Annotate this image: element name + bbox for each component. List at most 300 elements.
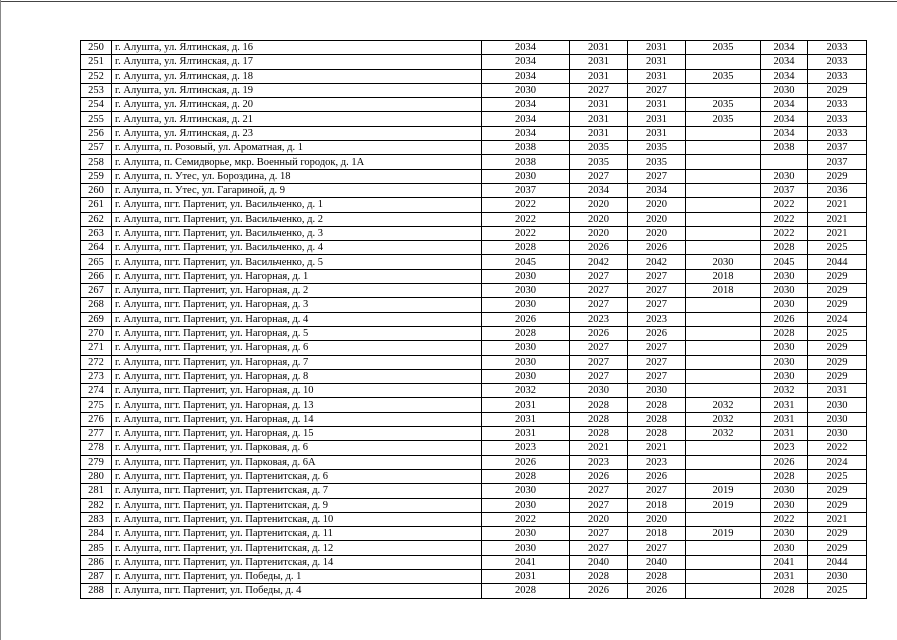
year-cell	[686, 555, 761, 569]
table-row	[81, 83, 867, 97]
row-number-cell: 255	[81, 112, 112, 126]
address-cell: г. Алушта, пгт. Партенит, ул. Партенитская, д. 9	[112, 498, 482, 512]
year-cell: 2030	[482, 498, 570, 512]
address-cell: г. Алушта, пгт. Партенит, ул. Партенитская, д. 14	[112, 555, 482, 569]
row-number-cell: 269	[81, 312, 112, 326]
table-row	[81, 155, 867, 169]
year-cell: 2033	[808, 69, 867, 83]
row-number-cell: 263	[81, 226, 112, 240]
year-cell: 2027	[570, 284, 628, 298]
row-number-cell: 277	[81, 427, 112, 441]
row-number-cell: 286	[81, 555, 112, 569]
table-row	[81, 41, 867, 55]
row-number-cell: 266	[81, 269, 112, 283]
year-cell: 2030	[808, 569, 867, 583]
row-number-cell: 262	[81, 212, 112, 226]
year-cell: 2022	[761, 212, 808, 226]
year-cell: 2026	[761, 455, 808, 469]
year-cell: 2034	[761, 55, 808, 69]
year-cell: 2029	[808, 527, 867, 541]
page-top-border	[0, 1, 897, 2]
year-cell: 2030	[482, 284, 570, 298]
year-cell: 2032	[761, 384, 808, 398]
table-row	[81, 341, 867, 355]
table-row	[81, 527, 867, 541]
year-cell: 2035	[686, 69, 761, 83]
address-cell: г. Алушта, пгт. Партенит, ул. Нагорная, д. 3	[112, 298, 482, 312]
table-row	[81, 498, 867, 512]
year-cell: 2045	[761, 255, 808, 269]
year-cell: 2030	[482, 341, 570, 355]
year-cell: 2029	[808, 355, 867, 369]
year-cell: 2029	[808, 169, 867, 183]
address-cell: г. Алушта, пгт. Партенит, ул. Нагорная, д. 10	[112, 384, 482, 398]
address-cell: г. Алушта, ул. Ялтинская, д. 19	[112, 83, 482, 97]
year-cell: 2028	[482, 469, 570, 483]
year-cell	[686, 384, 761, 398]
year-cell: 2031	[761, 412, 808, 426]
year-cell: 2029	[808, 341, 867, 355]
table-row	[81, 569, 867, 583]
row-number-cell: 253	[81, 83, 112, 97]
row-number-cell: 281	[81, 484, 112, 498]
year-cell: 2027	[570, 484, 628, 498]
year-cell: 2030	[482, 355, 570, 369]
row-number-cell: 260	[81, 183, 112, 197]
year-cell: 2029	[808, 269, 867, 283]
table-row	[81, 555, 867, 569]
year-cell: 2033	[808, 112, 867, 126]
year-cell: 2034	[482, 69, 570, 83]
year-cell: 2030	[761, 169, 808, 183]
year-cell: 2018	[686, 269, 761, 283]
year-cell: 2031	[808, 384, 867, 398]
year-cell: 2031	[761, 427, 808, 441]
row-number-cell: 276	[81, 412, 112, 426]
table-row	[81, 55, 867, 69]
year-cell: 2026	[570, 241, 628, 255]
year-cell: 2028	[761, 326, 808, 340]
address-cell: г. Алушта, пгт. Партенит, ул. Партенитская, д. 7	[112, 484, 482, 498]
year-cell: 2040	[628, 555, 686, 569]
year-cell	[686, 312, 761, 326]
year-cell: 2023	[628, 312, 686, 326]
year-cell: 2031	[570, 55, 628, 69]
row-number-cell: 259	[81, 169, 112, 183]
year-cell: 2030	[761, 298, 808, 312]
year-cell: 2034	[761, 112, 808, 126]
year-cell: 2030	[482, 484, 570, 498]
year-cell: 2027	[628, 369, 686, 383]
year-cell: 2029	[808, 484, 867, 498]
row-number-cell: 267	[81, 284, 112, 298]
table-row	[81, 141, 867, 155]
row-number-cell: 270	[81, 326, 112, 340]
table-row	[81, 469, 867, 483]
row-number-cell: 264	[81, 241, 112, 255]
year-cell: 2026	[570, 326, 628, 340]
year-cell: 2020	[570, 212, 628, 226]
year-cell: 2019	[686, 498, 761, 512]
year-cell: 2031	[628, 69, 686, 83]
table-row	[81, 455, 867, 469]
year-cell: 2031	[628, 55, 686, 69]
year-cell: 2027	[628, 484, 686, 498]
year-cell: 2027	[628, 355, 686, 369]
address-cell: г. Алушта, ул. Ялтинская, д. 23	[112, 126, 482, 140]
year-cell: 2020	[628, 198, 686, 212]
year-cell: 2031	[570, 69, 628, 83]
year-cell: 2019	[686, 484, 761, 498]
year-cell	[686, 541, 761, 555]
address-cell: г. Алушта, пгт. Партенит, ул. Партенитская, д. 10	[112, 512, 482, 526]
table-row	[81, 169, 867, 183]
year-cell: 2020	[628, 226, 686, 240]
year-cell: 2026	[628, 241, 686, 255]
year-cell: 2030	[808, 412, 867, 426]
year-cell	[686, 584, 761, 598]
year-cell: 2042	[628, 255, 686, 269]
year-cell: 2031	[570, 98, 628, 112]
table-row	[81, 212, 867, 226]
year-cell	[686, 241, 761, 255]
row-number-cell: 287	[81, 569, 112, 583]
year-cell: 2037	[808, 155, 867, 169]
year-cell: 2030	[686, 255, 761, 269]
address-cell: г. Алушта, пгт. Партенит, ул. Нагорная, д. 6	[112, 341, 482, 355]
year-cell: 2029	[808, 498, 867, 512]
year-cell: 2035	[570, 155, 628, 169]
year-cell: 2034	[761, 126, 808, 140]
row-number-cell: 280	[81, 469, 112, 483]
year-cell: 2031	[628, 126, 686, 140]
year-cell: 2028	[761, 469, 808, 483]
page-left-edge	[0, 0, 1, 640]
year-cell: 2034	[482, 98, 570, 112]
year-cell	[686, 441, 761, 455]
year-cell: 2030	[761, 83, 808, 97]
year-cell: 2035	[570, 141, 628, 155]
year-cell: 2028	[628, 398, 686, 412]
address-cell: г. Алушта, пгт. Партенит, ул. Нагорная, д. 14	[112, 412, 482, 426]
year-cell: 2033	[808, 55, 867, 69]
row-number-cell: 261	[81, 198, 112, 212]
year-cell: 2034	[570, 183, 628, 197]
table-row	[81, 126, 867, 140]
row-number-cell: 274	[81, 384, 112, 398]
year-cell: 2035	[628, 155, 686, 169]
row-number-cell: 251	[81, 55, 112, 69]
year-cell: 2029	[808, 541, 867, 555]
row-number-cell: 257	[81, 141, 112, 155]
year-cell: 2030	[761, 355, 808, 369]
year-cell: 2035	[686, 112, 761, 126]
table-row	[81, 241, 867, 255]
year-cell: 2030	[808, 427, 867, 441]
year-cell: 2037	[808, 141, 867, 155]
year-cell: 2030	[761, 284, 808, 298]
table-row	[81, 112, 867, 126]
year-cell: 2031	[761, 569, 808, 583]
year-cell: 2041	[761, 555, 808, 569]
year-cell: 2030	[482, 169, 570, 183]
year-cell: 2025	[808, 241, 867, 255]
table-row	[81, 198, 867, 212]
row-number-cell: 288	[81, 584, 112, 598]
year-cell: 2028	[482, 584, 570, 598]
address-cell: г. Алушта, пгт. Партенит, ул. Васильченко, д. 1	[112, 198, 482, 212]
table-row	[81, 284, 867, 298]
year-cell: 2024	[808, 455, 867, 469]
year-cell: 2035	[686, 98, 761, 112]
year-cell: 2031	[482, 412, 570, 426]
year-cell	[761, 155, 808, 169]
address-cell: г. Алушта, пгт. Партенит, ул. Парковая, д. 6А	[112, 455, 482, 469]
row-number-cell: 282	[81, 498, 112, 512]
row-number-cell: 258	[81, 155, 112, 169]
table-row	[81, 269, 867, 283]
table-row	[81, 427, 867, 441]
year-cell: 2040	[570, 555, 628, 569]
address-cell: г. Алушта, пгт. Партенит, ул. Нагорная, д. 7	[112, 355, 482, 369]
table-row	[81, 384, 867, 398]
year-cell: 2018	[628, 498, 686, 512]
year-cell: 2037	[761, 183, 808, 197]
address-cell: г. Алушта, пгт. Партенит, ул. Васильченко, д. 4	[112, 241, 482, 255]
year-cell	[686, 298, 761, 312]
address-cell: г. Алушта, ул. Ялтинская, д. 21	[112, 112, 482, 126]
year-cell	[686, 126, 761, 140]
address-cell: г. Алушта, пгт. Партенит, ул. Васильченко, д. 2	[112, 212, 482, 226]
year-cell: 2031	[628, 112, 686, 126]
address-cell: г. Алушта, пгт. Партенит, ул. Партенитская, д. 12	[112, 541, 482, 555]
year-cell	[686, 155, 761, 169]
year-cell: 2027	[570, 541, 628, 555]
year-cell: 2032	[686, 412, 761, 426]
table-row	[81, 255, 867, 269]
year-cell: 2027	[570, 355, 628, 369]
year-cell: 2026	[761, 312, 808, 326]
year-cell: 2022	[761, 512, 808, 526]
table-row	[81, 584, 867, 598]
row-number-cell: 256	[81, 126, 112, 140]
year-cell: 2027	[628, 169, 686, 183]
address-cell: г. Алушта, пгт. Партенит, ул. Васильченко, д. 5	[112, 255, 482, 269]
year-cell: 2028	[570, 412, 628, 426]
row-number-cell: 250	[81, 41, 112, 55]
row-number-cell: 284	[81, 527, 112, 541]
year-cell: 2020	[570, 512, 628, 526]
year-cell: 2022	[482, 212, 570, 226]
table-row	[81, 326, 867, 340]
year-cell: 2030	[482, 369, 570, 383]
year-cell	[686, 55, 761, 69]
year-cell: 2038	[482, 155, 570, 169]
year-cell: 2022	[482, 512, 570, 526]
year-cell: 2028	[482, 241, 570, 255]
year-cell: 2034	[761, 98, 808, 112]
year-cell: 2022	[482, 226, 570, 240]
year-cell: 2044	[808, 255, 867, 269]
year-cell: 2018	[628, 527, 686, 541]
year-cell: 2029	[808, 284, 867, 298]
year-cell: 2035	[686, 41, 761, 55]
year-cell	[686, 369, 761, 383]
year-cell	[686, 212, 761, 226]
year-cell: 2029	[808, 369, 867, 383]
address-cell: г. Алушта, пгт. Партенит, ул. Партенитская, д. 11	[112, 527, 482, 541]
address-cell: г. Алушта, пгт. Партенит, ул. Нагорная, д. 8	[112, 369, 482, 383]
address-cell: г. Алушта, ул. Ялтинская, д. 20	[112, 98, 482, 112]
year-cell: 2030	[761, 498, 808, 512]
address-cell: г. Алушта, ул. Ялтинская, д. 16	[112, 41, 482, 55]
year-cell: 2030	[761, 269, 808, 283]
year-cell: 2021	[808, 212, 867, 226]
year-cell: 2028	[570, 427, 628, 441]
year-cell: 2041	[482, 555, 570, 569]
row-number-cell: 272	[81, 355, 112, 369]
year-cell: 2030	[482, 298, 570, 312]
year-cell: 2028	[761, 584, 808, 598]
year-cell: 2027	[570, 369, 628, 383]
year-cell	[686, 341, 761, 355]
year-cell: 2026	[628, 326, 686, 340]
year-cell: 2021	[628, 441, 686, 455]
year-cell: 2026	[570, 584, 628, 598]
year-cell: 2034	[761, 41, 808, 55]
address-cell: г. Алушта, п. Розовый, ул. Ароматная, д. 1	[112, 141, 482, 155]
year-cell: 2023	[761, 441, 808, 455]
year-cell: 2026	[570, 469, 628, 483]
table-row	[81, 183, 867, 197]
year-cell: 2029	[808, 83, 867, 97]
table-row	[81, 412, 867, 426]
table-row	[81, 484, 867, 498]
year-cell: 2030	[628, 384, 686, 398]
year-cell: 2030	[570, 384, 628, 398]
year-cell: 2027	[570, 269, 628, 283]
year-cell	[686, 226, 761, 240]
year-cell: 2027	[570, 341, 628, 355]
address-cell: г. Алушта, пгт. Партенит, ул. Нагорная, д. 15	[112, 427, 482, 441]
year-cell: 2022	[482, 198, 570, 212]
year-cell: 2030	[808, 398, 867, 412]
address-cell: г. Алушта, пгт. Партенит, ул. Нагорная, д. 1	[112, 269, 482, 283]
year-cell: 2026	[628, 469, 686, 483]
year-cell	[686, 455, 761, 469]
table-row	[81, 69, 867, 83]
year-cell: 2030	[482, 269, 570, 283]
year-cell	[686, 569, 761, 583]
address-cell: г. Алушта, пгт. Партенит, ул. Партенитская, д. 6	[112, 469, 482, 483]
year-cell	[686, 183, 761, 197]
year-cell: 2022	[761, 226, 808, 240]
table-row	[81, 298, 867, 312]
address-cell: г. Алушта, пгт. Партенит, ул. Нагорная, д. 2	[112, 284, 482, 298]
year-cell: 2027	[628, 541, 686, 555]
table-row	[81, 226, 867, 240]
row-number-cell: 279	[81, 455, 112, 469]
year-cell: 2027	[628, 341, 686, 355]
year-cell	[686, 169, 761, 183]
address-cell: г. Алушта, п. Утес, ул. Гагариной, д. 9	[112, 183, 482, 197]
table-body	[81, 41, 867, 599]
year-cell: 2027	[570, 169, 628, 183]
year-cell: 2022	[808, 441, 867, 455]
year-cell: 2020	[570, 198, 628, 212]
year-cell: 2032	[686, 427, 761, 441]
table-row	[81, 369, 867, 383]
table-row	[81, 541, 867, 555]
year-cell: 2030	[761, 484, 808, 498]
year-cell: 2033	[808, 98, 867, 112]
year-cell: 2045	[482, 255, 570, 269]
year-cell: 2044	[808, 555, 867, 569]
year-cell: 2028	[570, 569, 628, 583]
address-cell: г. Алушта, пгт. Партенит, ул. Нагорная, д. 13	[112, 398, 482, 412]
year-cell	[686, 83, 761, 97]
year-cell: 2031	[628, 41, 686, 55]
year-cell: 2034	[482, 126, 570, 140]
row-number-cell: 275	[81, 398, 112, 412]
year-cell: 2023	[482, 441, 570, 455]
year-cell: 2027	[628, 269, 686, 283]
year-cell: 2031	[570, 41, 628, 55]
year-cell: 2025	[808, 584, 867, 598]
year-cell: 2022	[761, 198, 808, 212]
year-cell: 2028	[628, 412, 686, 426]
year-cell: 2034	[628, 183, 686, 197]
year-cell: 2020	[628, 512, 686, 526]
year-cell: 2034	[482, 55, 570, 69]
year-cell	[686, 198, 761, 212]
year-cell	[686, 141, 761, 155]
year-cell: 2028	[761, 241, 808, 255]
row-number-cell: 283	[81, 512, 112, 526]
year-cell: 2025	[808, 326, 867, 340]
year-cell: 2027	[628, 83, 686, 97]
row-number-cell: 254	[81, 98, 112, 112]
year-cell: 2030	[761, 527, 808, 541]
year-cell: 2021	[570, 441, 628, 455]
table-row	[81, 398, 867, 412]
year-cell: 2034	[482, 41, 570, 55]
year-cell: 2030	[761, 341, 808, 355]
row-number-cell: 278	[81, 441, 112, 455]
row-number-cell: 273	[81, 369, 112, 383]
year-cell: 2030	[761, 541, 808, 555]
year-cell	[686, 326, 761, 340]
row-number-cell: 265	[81, 255, 112, 269]
year-cell: 2036	[808, 183, 867, 197]
table-row	[81, 512, 867, 526]
year-cell: 2026	[628, 584, 686, 598]
schedule-table	[80, 40, 867, 599]
year-cell: 2027	[570, 498, 628, 512]
address-cell: г. Алушта, п. Утес, ул. Бороздина, д. 18	[112, 169, 482, 183]
year-cell	[686, 512, 761, 526]
year-cell: 2024	[808, 312, 867, 326]
year-cell: 2021	[808, 198, 867, 212]
year-cell: 2020	[570, 226, 628, 240]
year-cell: 2030	[482, 541, 570, 555]
year-cell: 2031	[628, 98, 686, 112]
table-row	[81, 98, 867, 112]
year-cell	[686, 469, 761, 483]
year-cell: 2031	[482, 569, 570, 583]
year-cell: 2035	[628, 141, 686, 155]
address-cell: г. Алушта, пгт. Партенит, ул. Нагорная, д. 5	[112, 326, 482, 340]
